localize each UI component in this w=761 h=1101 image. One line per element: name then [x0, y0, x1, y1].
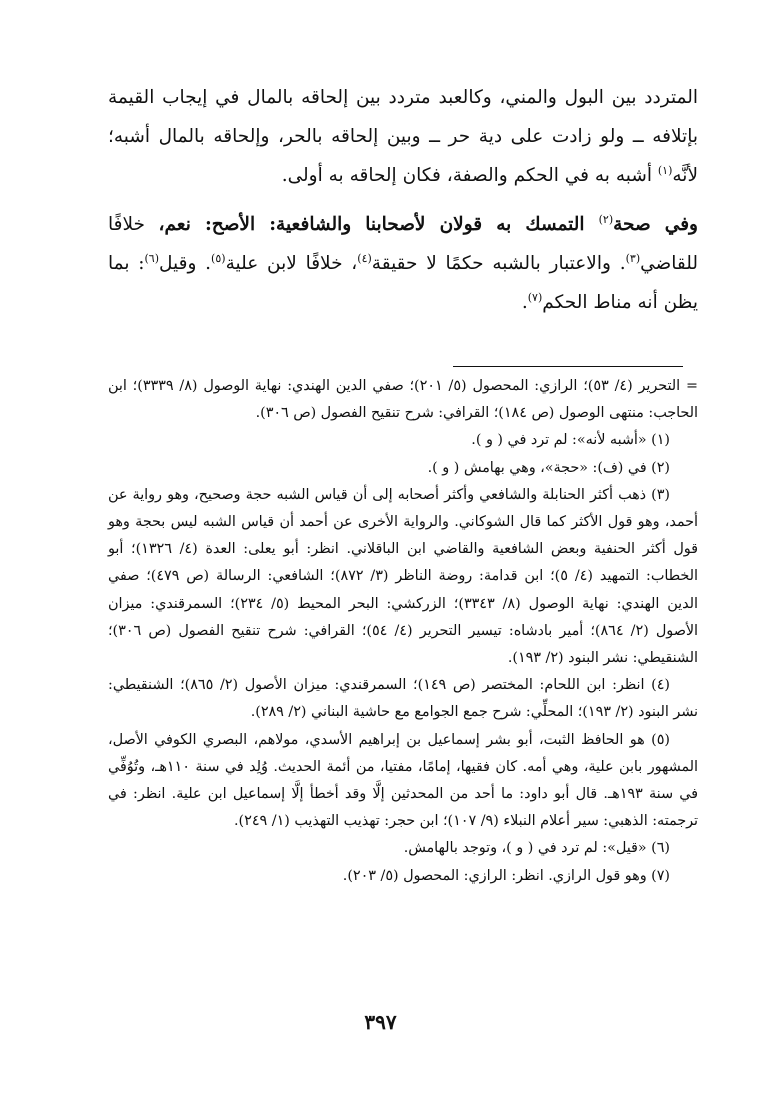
paragraph-2-text-d: . والاعتبار بالشبه حكمًا لا حقيقة: [371, 253, 626, 274]
footnote-5: (٥) هو الحافظ الثبت، أبو بشر إسماعيل بن إبراهيم الأسدي، مولاهم، البصري الكوفي الأصل، المشهور بابن علية، وهي أمه. كان فقيها، إمامًا، مفتيا، من أئمة الحديث. وُلِد في سنة ١١٠هـ، وتُوُفِّي في سنة ١٩٣هـ. قال أبو داود: ما أحد من المحدثين إلَّا وقد أخطأ إلَّا إسماعيل ابن علية. انظر: في ترجمته: الذهبي: سير أعلام النبلاء (٩/ ١٠٧)؛ ابن حجر: تهذيب التهذيب (١/ ٢٤٩).: [108, 731, 698, 830]
paragraph-2-text-g: : بما يظن أنه مناط الحكم: [108, 253, 698, 313]
footnote-separator: [453, 366, 683, 367]
footnote-2: (٢) في (ف): «حجة»، وهي بهامش ( و ).: [427, 459, 670, 476]
footnote-1: (١) «أشبه لأنه»: لم ترد في ( و ).: [471, 432, 670, 449]
footnote-ref-7: (٧): [527, 290, 543, 304]
page-number: ٣٩٧: [364, 1010, 397, 1034]
main-text-block: [108, 78, 698, 322]
footnote-4: (٤) انظر: ابن اللحام: المختصر (ص ١٤٩)؛ السمرقندي: ميزان الأصول (٢/ ٨٦٥)؛ الشنقيطي: نشر البنود (٢/ ١٩٣)؛ المحلِّي: شرح جمع الجوامع مع حاشية البناني (٢/ ٢٨٩).: [108, 677, 698, 721]
footnote-6: (٦) «قيل»: لم ترد في ( و )، وتوجد بالهامش.: [403, 840, 670, 857]
paragraph-1: [108, 78, 698, 195]
footnote-ref-4: (٤): [357, 251, 372, 265]
paragraph-2-text-c: خلافًا للقاضي: [108, 214, 698, 274]
paragraph-1-text-a: المتردد بين البول والمني، وكالعبد متردد بين إلحاقه بالمال في إيجاب القيمة بإتلافه ــ ولو زادت على دية حر ــ وبين إلحاقه بالحر، وإلحاقه بالمال أشبه؛ لأنَّه: [108, 87, 698, 186]
paragraph-2-text-f: . وقيل: [159, 253, 212, 274]
paragraph-2-text-a: وفي صحة: [613, 214, 698, 235]
paragraph-2-text-h: .: [521, 292, 528, 313]
footnote-3: (٣) ذهب أكثر الحنابلة والشافعي وأكثر أصحابه إلى أن قياس الشبه حجة وصحيح، وهو رواية عن أحمد، وهو قول الأكثر كما قال الشوكاني. والرواية الأخرى عن أحمد أن قياس الشبه ليس بحجة وهو قول أكثر الحنفية وبعض الشافعية والقاضي ابن الباقلاني. انظر: أبو يعلى: العدة (٤/ ١٣٢٦)؛ أبو الخطاب: التمهيد (٤/ ٥)؛ ابن قدامة: روضة الناظر (٣/ ٨٧٢)؛ الشافعي: الرسالة (ص ٤٧٩)؛ صفي الدين الهندي: نهاية الوصول (٨/ ٣٣٤٣)؛ الزركشي: البحر المحيط (٥/ ٢٣٤)؛ السمرقندي: ميزان الأصول (٢/ ٨٦٤)؛ أمير بادشاه: تيسير التحرير (٤/ ٥٤)؛ القرافي: شرح تنقيح الفصول (ص ٣٠٦)؛ الشنقيطي: نشر البنود (٢/ ١٩٣).: [108, 486, 698, 667]
footnotes-block: [108, 373, 698, 890]
paragraph-2-text-e: ، خلافًا لابن علية: [225, 253, 358, 274]
paragraph-2: [108, 205, 698, 322]
footnote-7: (٧) وهو قول الرازي. انظر: الرازي: المحصول (٥/ ٢٠٣).: [342, 867, 670, 884]
footnote-ref-5: (٥): [211, 251, 226, 265]
footnote-ref-3: (٣): [625, 251, 641, 265]
paragraph-1-text-b: أشبه به في الحكم والصفة، فكان إلحاقه به أولى.: [281, 165, 658, 186]
footnote-ref-1: (١): [657, 163, 673, 177]
footnote-continued: = التحرير (٤/ ٥٣)؛ الرازي: المحصول (٥/ ٢٠١)؛ صفي الدين الهندي: نهاية الوصول (٨/ ٣٣٣٩)؛ ابن الحاجب: منتهى الوصول (ص ١٨٤)؛ القرافي: شرح تنقيح الفصول (ص ٣٠٦).: [108, 378, 698, 422]
paragraph-2-text-b: التمسك به قولان لأصحابنا والشافعية: الأصح: نعم،: [158, 214, 599, 235]
footnote-ref-6: (٦): [144, 251, 160, 265]
footnote-ref-2: (٢): [598, 212, 614, 226]
